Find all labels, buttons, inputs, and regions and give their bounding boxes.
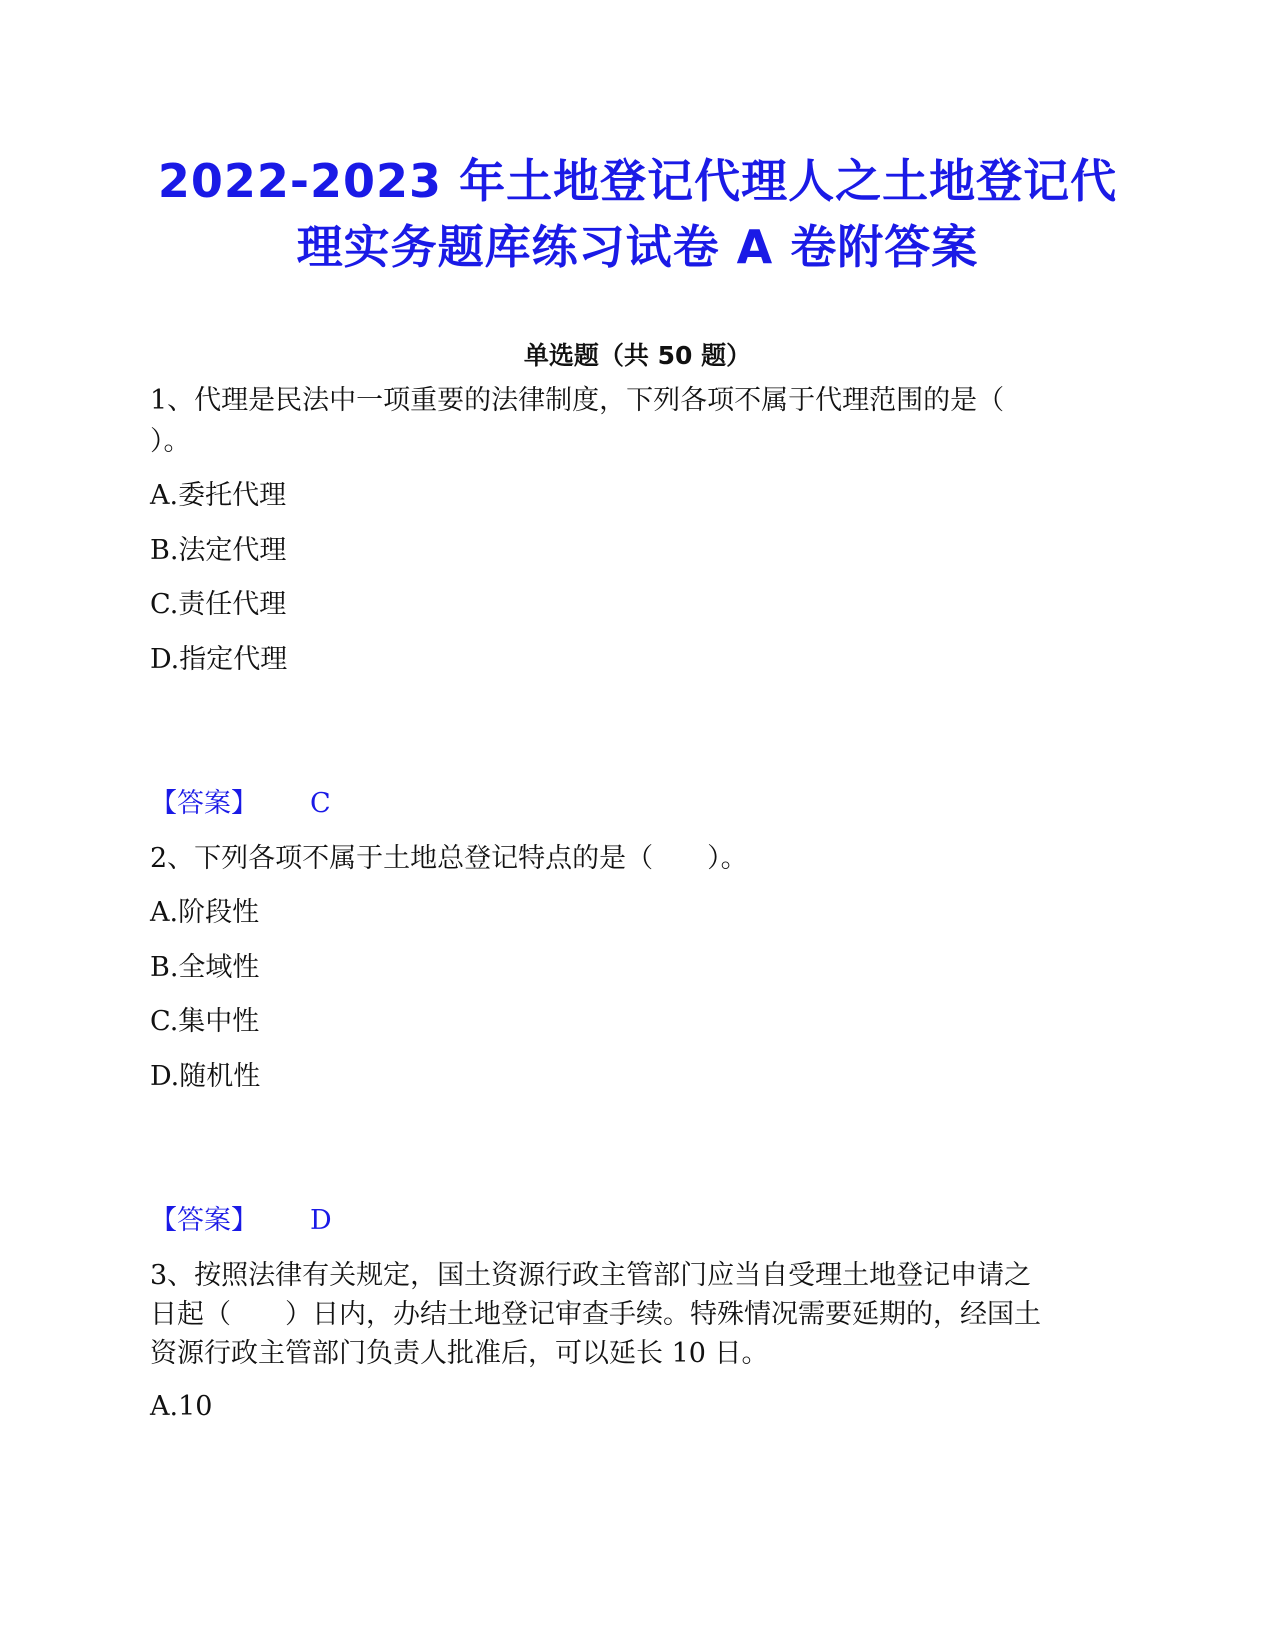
- q1-stem-line-1: 1、代理是民法中一项重要的法律制度，下列各项不属于代理范围的是（: [150, 385, 1005, 416]
- q2-stem-line-1: 2、下列各项不属于土地总登记特点的是（ ）。: [150, 843, 748, 874]
- q2-answer: [150, 1200, 332, 1241]
- document-title: [100, 148, 1175, 280]
- title-line-1: 2022-2023 年土地登记代理人之土地登记代: [157, 154, 1118, 208]
- q3-option-a: A.10: [150, 1391, 213, 1422]
- q1-option-a: A.委托代理: [150, 480, 287, 511]
- title-line-2: 理实务题库练习试卷 A 卷附答案: [296, 220, 979, 274]
- q3-stem-line-1: 3、按照法律有关规定，国土资源行政主管部门应当自受理土地登记申请之: [150, 1260, 1032, 1291]
- q1-option-d: D.指定代理: [150, 644, 288, 675]
- q2-option-d: D.随机性: [150, 1061, 261, 1092]
- q1-answer-value: C: [310, 788, 331, 819]
- q2-option-a: A.阶段性: [150, 897, 260, 928]
- q2-option-c: C.集中性: [150, 1006, 260, 1037]
- q1-option-b: B.法定代理: [150, 535, 287, 566]
- section-heading: 单选题（共 50 题）: [523, 341, 752, 370]
- q1-answer-label: 【答案】: [150, 788, 258, 819]
- q1-answer: [150, 783, 331, 824]
- q2-answer-value: D: [310, 1205, 332, 1236]
- q2-option-b: B.全域性: [150, 952, 260, 983]
- q1-option-c: C.责任代理: [150, 589, 287, 620]
- q1-stem-line-2: ）。: [150, 426, 191, 457]
- q3-stem-line-2: 日起（ ）日内，办结土地登记审查手续。特殊情况需要延期的，经国土: [150, 1299, 1041, 1330]
- q3-stem-line-3: 资源行政主管部门负责人批准后，可以延长 10 日。: [150, 1338, 769, 1369]
- q2-answer-label: 【答案】: [150, 1205, 258, 1236]
